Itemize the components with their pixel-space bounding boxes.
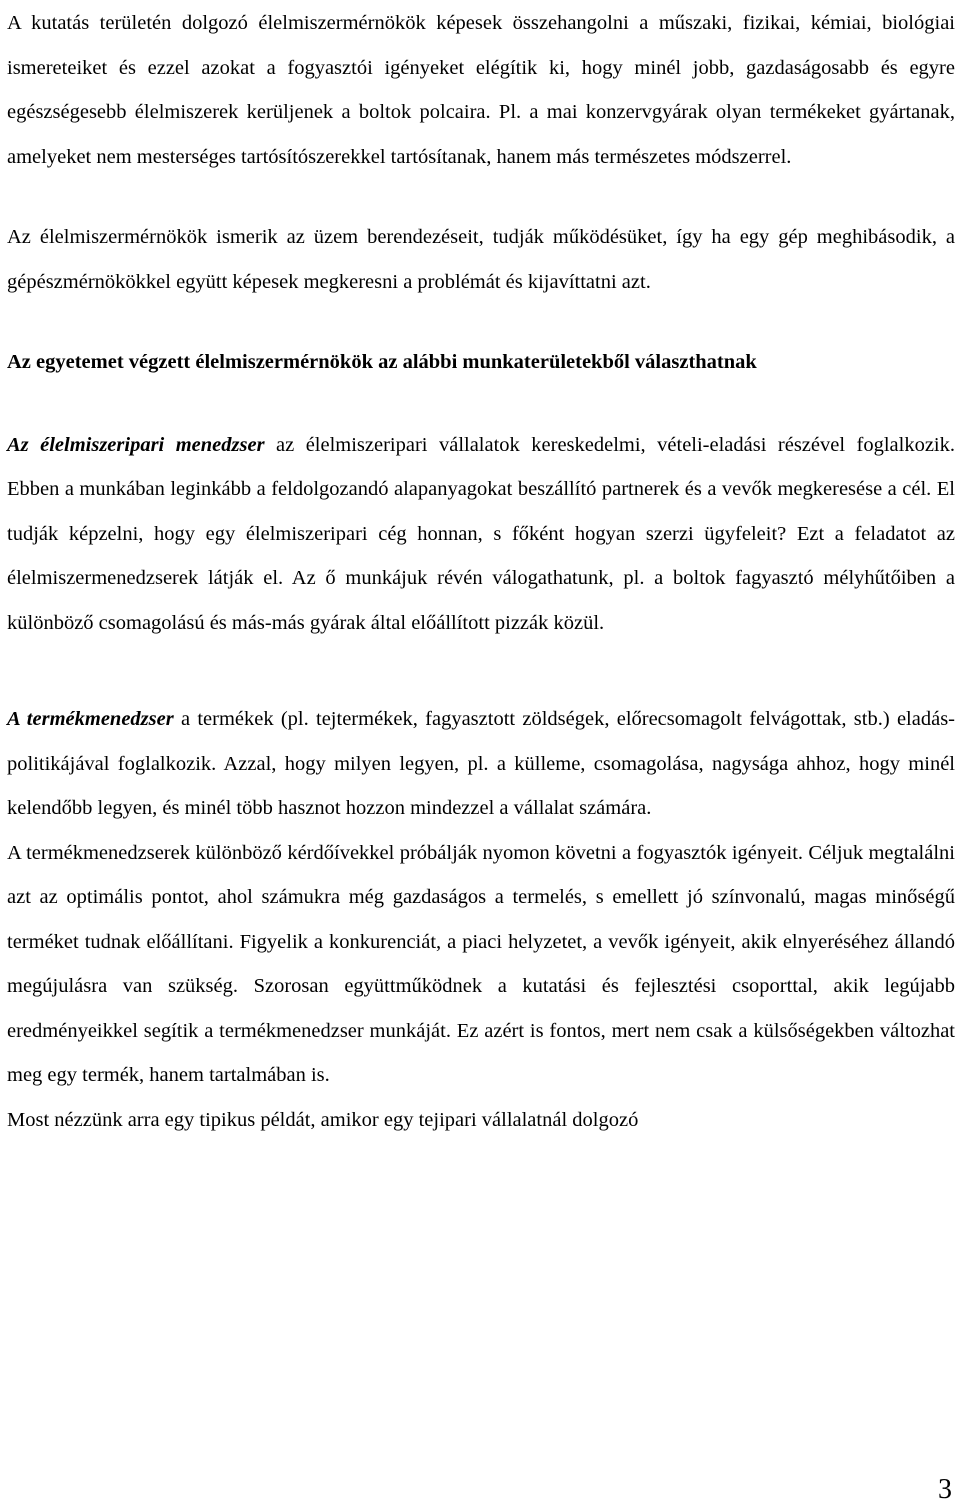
paragraph-research: A kutatás területén dolgozó élelmiszermérnökök képesek összehangolni a műszaki, fizikai, kémiai, biológiai ismereteiket és ezzel azokat a fogyasztói igényeket elégítik ki, hogy minél jobb, gazdaságosabb és egyre egészségesebb élelmiszerek kerüljenek a boltok polcaira. Pl. a mai konzervgyárak olyan termékeket gyártanak, amelyeket nem mesterséges tartósítószerekkel tartósítanak, hanem más természetes módszerrel. [7,12,955,168]
paragraph-food-industry-manager-text: az élelmiszeripari vállalatok kereskedelmi, vételi-eladási részével foglalkozik. Ebben a munkában leginkább a feldolgozandó alapanyagokat beszállító partnerek és a vevők megkeresése a cél. El tudják képzelni, hogy egy élelmiszeripari cég honnan, s főként hogyan szerzi ügyfeleit? Ezt a feladatot az élelmiszermenedzserek látják el. Az ő munkájuk révén válogathatunk, pl. a boltok fagyasztó mélyhűtőiben a különböző csomagolású és más-más gyárak által előállított pizzák közül. [7,433,956,634]
paragraph-example-intro: Most nézzünk arra egy tipikus példát, amikor egy tejipari vállalatnál dolgozó [7,1108,639,1131]
page-number: 3 [938,1474,952,1505]
section-heading: Az egyetemet végzett élelmiszermérnökök az alábbi munkaterületekből választhatnak [7,351,757,373]
paragraph-product-manager [7,697,955,831]
term-product-manager: A termékmenedzser [7,708,174,730]
paragraph-food-industry-manager [7,423,955,646]
paragraph-product-manager-text: a termékek (pl. tejtermékek, fagyasztott zöldségek, előrecsomagolt felvágottak, stb.) eladás-politikájával foglalkozik. Azzal, hogy milyen legyen, pl. a külleme, csomagolása, nagysága ahhoz, hogy minél kelendőbb legyen, és minél több hasznot hozzon mindezzel a vállalat számára. [7,708,955,819]
paragraph-product-manager-duties: A termékmenedzserek különböző kérdőívekkel próbálják nyomon követni a fogyasztók igényeit. Céljuk megtalálni azt az optimális pontot, ahol számukra még gazdaságos a termelés, s emellett jó színvonalú, magas minőségű terméket tudnak előállítani. Figyelik a konkurenciát, a piaci helyzetet, a vevők igényeit, akik elnyeréséhez állandó megújulásra van szükség. Szorosan együttműködnek a kutatási és fejlesztési csoporttal, akik legújabb eredményeikkel segítik a termékmenedzser munkáját. Ez azért is fontos, mert nem csak a külsőségekben változhat meg egy termék, hanem tartalmában is. [7,841,955,1086]
document-page [7,0,955,1142]
term-food-industry-manager: Az élelmiszeripari menedzser [7,433,265,456]
paragraph-equipment: Az élelmiszermérnökök ismerik az üzem berendezéseit, tudják működésüket, így ha egy gép meghibásodik, a gépészmérnökökkel együtt képesek megkeresni a problémát és kijavíttatni azt. [7,226,955,293]
